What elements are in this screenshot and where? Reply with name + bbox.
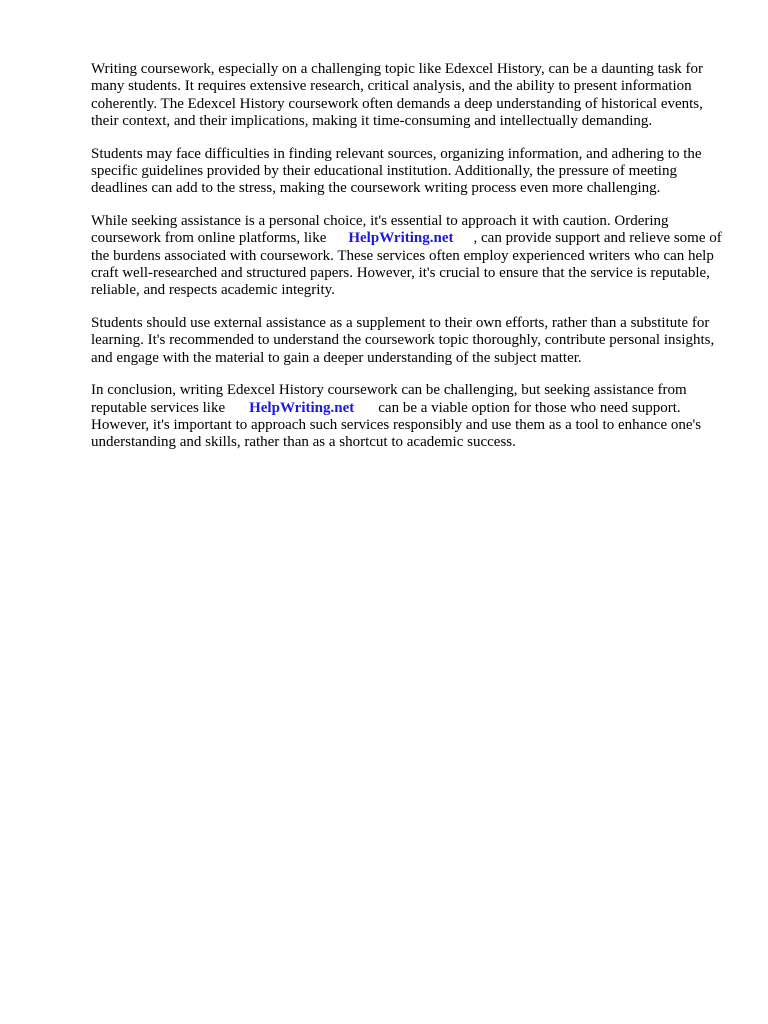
paragraph-difficulties: Students may face difficulties in finding relevant sources, organizing information, and adhering to the specific guidelines provided by their educational institution. Additionally, the pressure of meeting deadlines can add to the stress, making the coursework writing process even more challenging. bbox=[91, 145, 702, 197]
paragraph-supplement: Students should use external assistance as a supplement to their own efforts, rather than a substitute for learning. It's recommended to understand the coursework topic thoroughly, contribute personal insights, and engage with the material to gain a deeper understanding of the subject matter. bbox=[91, 314, 715, 366]
document-page bbox=[91, 61, 731, 467]
paragraph-assistance bbox=[91, 213, 731, 300]
paragraph-assistance-text-after: , can provide support and relieve some of the burdens associated with coursework. These services often employ experienced writers who can help craft well-researched and structured papers. However, it's crucial to ensure that the service is reputable, reliable, and respects academic integrity. bbox=[91, 230, 722, 299]
helpwriting-link-conclusion[interactable]: HelpWriting.net bbox=[249, 399, 355, 416]
paragraph-conclusion-text-after: can be a viable option for those who need support. However, it's important to approach such services responsibly and use them as a tool to enhance one's understanding and skills, rather than as a shortcut to academic success. bbox=[91, 399, 702, 451]
paragraph-assistance-text-before: While seeking assistance is a personal choice, it's essential to approach it with caution. Ordering coursework from online platforms, like bbox=[91, 212, 669, 247]
paragraph-intro: Writing coursework, especially on a challenging topic like Edexcel History, can be a daunting task for many students. It requires extensive research, critical analysis, and the ability to present information coherently. The Edexcel History coursework often demands a deep understanding of historical events, their context, and their implications, making it time-consuming and intellectually demanding. bbox=[91, 61, 703, 130]
paragraph-conclusion-text-before: In conclusion, writing Edexcel History coursework can be challenging, but seeking assistance from reputable services like bbox=[91, 382, 687, 416]
paragraph-conclusion bbox=[91, 382, 731, 452]
helpwriting-link[interactable]: HelpWriting.net bbox=[348, 230, 454, 247]
